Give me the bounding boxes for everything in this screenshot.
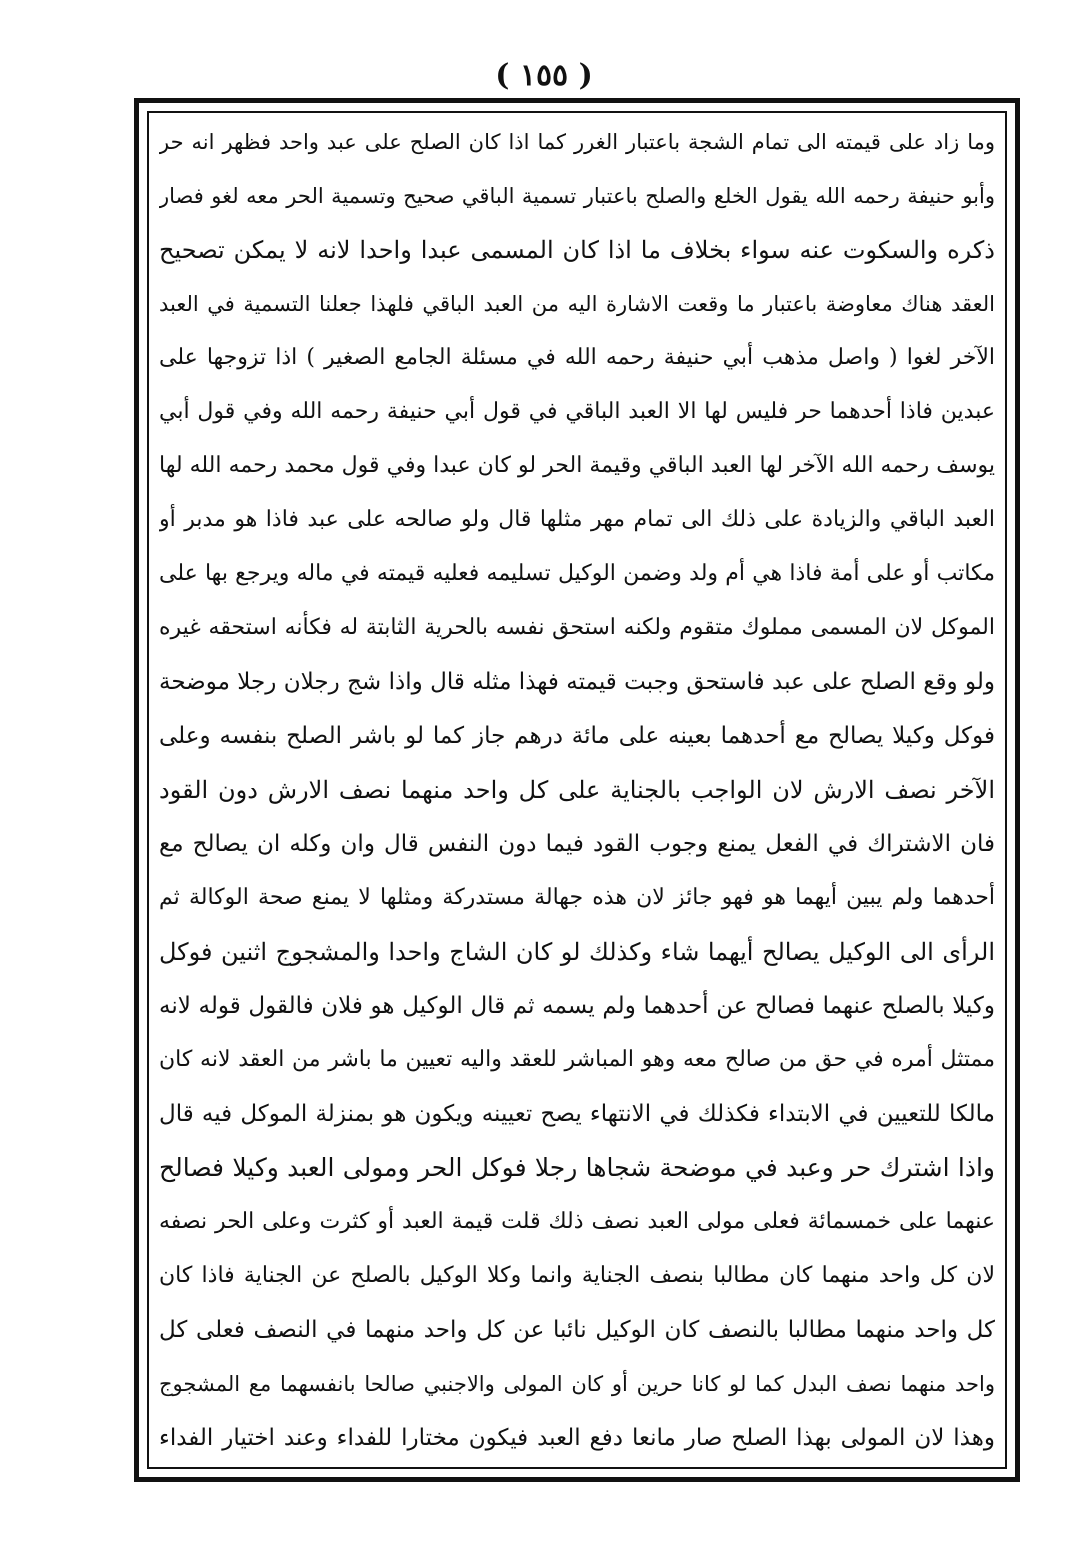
- text-line: الآخر لغوا ( واصل مذهب أبي حنيفة رحمه الله في مسئلة الجامع الصغير ) اذا تزوجها على: [159, 345, 995, 370]
- body-text: [159, 119, 995, 1461]
- text-line: ذكره والسكوت عنه سواء بخلاف ما اذا كان المسمى عبدا واحدا لانه لا يمكن تصحيح: [159, 236, 995, 264]
- text-line: العقد هناك معاوضة باعتبار ما وقعت الاشارة اليه من العبد الباقي فلهذا جعلنا التسمية في العبد: [159, 292, 995, 316]
- text-line: أحدهما ولم يبين أيهما هو فهو جائز لان هذه جهالة مستدركة ومثلها لا يمنع صحة الوكالة ثم: [159, 885, 995, 910]
- text-line: الرأى الى الوكيل يصالح أيهما شاء وكذلك لو كان الشاج واحدا والمشجوج اثنين فوكل: [159, 938, 995, 966]
- text-line: كل واحد منهما مطالبا بالنصف كان الوكيل نائبا عن كل واحد منهما في النصف فعلى كل: [159, 1317, 995, 1343]
- text-line: واحد منهما نصف البدل كما لو كانا حرين أو كان المولى والاجنبي صالحا بانفسهما مع المشجوج: [159, 1372, 995, 1396]
- text-line: فوكل وكيلا يصالح مع أحدهما بعينه على مائة درهم جاز كما لو باشر الصلح بنفسه وعلى: [159, 723, 995, 749]
- text-line: فان الاشتراك في الفعل يمنع وجوب القود فيما دون النفس قال وان وكله ان يصالح مع: [159, 831, 995, 857]
- text-line: ممتثل أمره في حق من صالح معه وهو المباشر للعقد واليه تعيين ما باشر من العقد لانه كان: [159, 1047, 995, 1072]
- text-line: واذا اشترك حر وعبد في موضحة شجاها رجلا فوكل الحر ومولى العبد وكيلا فصالح: [159, 1153, 995, 1182]
- page-frame: [134, 98, 1020, 1482]
- text-line: وهذا لان المولى بهذا الصلح صار مانعا دفع العبد فيكون مختارا للفداء وعند اختيار الفداء: [159, 1425, 995, 1451]
- page-frame-inner: [147, 111, 1007, 1469]
- text-line: العبد الباقي والزيادة على ذلك الى تمام مهر مثلها قال ولو صالحه على عبد فاذا هو مدبر أو: [159, 507, 995, 532]
- text-line: وما زاد على قيمته الى تمام الشجة باعتبار الغرر كما اذا كان الصلح على عبد واحد فظهر انه حر: [159, 130, 995, 154]
- text-line: عنهما على خمسمائة فعلى مولى العبد نصف ذلك قلت قيمة العبد أو كثرت وعلى الحر نصفه: [159, 1209, 995, 1234]
- text-line: الآخر نصف الارش لان الواجب بالجناية على كل واحد منهما نصف الارش دون القود: [159, 776, 995, 804]
- text-line: عبدين فاذا أحدهما حر فليس لها الا العبد الباقي في قول أبي حنيفة رحمه الله وفي قول أبي: [159, 399, 995, 424]
- text-line: يوسف رحمه الله الآخر لها العبد الباقي وقيمة الحر لو كان عبدا وفي قول محمد رحمه الله لها: [159, 453, 995, 478]
- text-line: مكاتب أو على أمة فاذا هي أم ولد وضمن الوكيل تسليمه فعليه قيمته في ماله ويرجع بها على: [159, 561, 995, 586]
- text-line: وكيلا بالصلح عنهما فصالح عن أحدهما ولم يسمه ثم قال الوكيل هو فلان فالقول قوله لانه: [159, 993, 995, 1019]
- text-line: الموكل لان المسمى مملوك متقوم ولكنه استحق نفسه بالحرية الثابتة له فكأنه استحقه غيره: [159, 615, 995, 640]
- text-line: وأبو حنيفة رحمه الله يقول الخلع والصلح باعتبار تسمية الباقي صحيح وتسمية الحر معه لغو فصار: [159, 184, 995, 208]
- text-line: ولو وقع الصلح على عبد فاستحق وجبت قيمته فهذا مثله قال واذا شج رجلان رجلا موضحة: [159, 669, 995, 695]
- page-number: ( ١٥٥ ): [495, 58, 593, 93]
- text-line: مالكا للتعيين في الابتداء فكذلك في الانتهاء يصح تعيينه ويكون هو بمنزلة الموكل فيه قال: [159, 1101, 995, 1127]
- text-line: لان كل واحد منهما كان مطالبا بنصف الجناية وانما وكلا الوكيل بالصلح عن الجناية فاذا كان: [159, 1263, 995, 1288]
